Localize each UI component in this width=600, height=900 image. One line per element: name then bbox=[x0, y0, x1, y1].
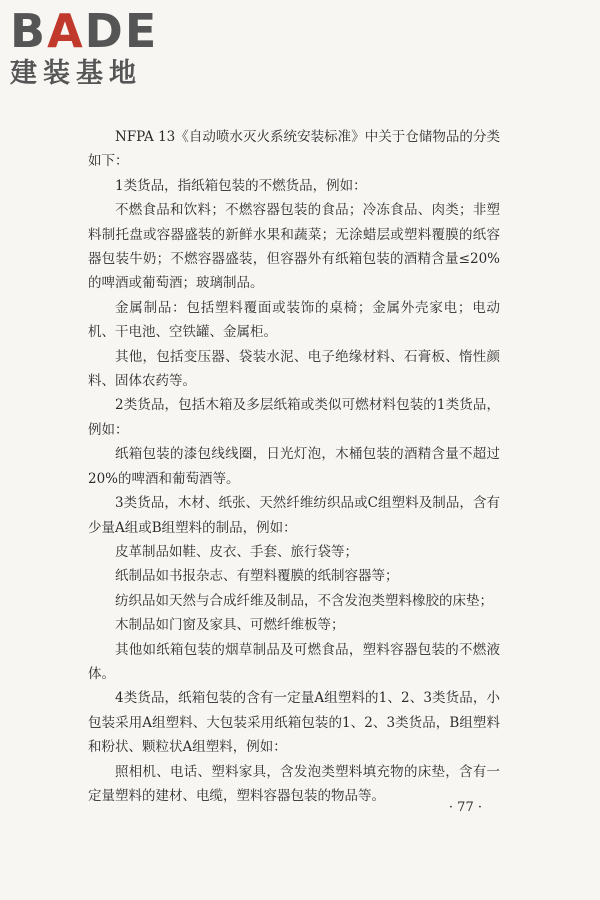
logo-letter: B bbox=[10, 4, 48, 58]
paragraph: 3类货品，木材、纸张、天然纤维纺织品或C组塑料及制品，含有少量A组或B组塑料的制品，例如： bbox=[88, 495, 500, 536]
paragraph: 2类货品，包括木箱及多层纸箱或类似可燃材料包装的1类货品，例如： bbox=[88, 397, 500, 438]
watermark-logo bbox=[10, 4, 180, 90]
watermark-subtitle: 建装基地 bbox=[10, 58, 142, 89]
paragraph: 纸制品如书报杂志、有塑料覆膜的纸制容器等； bbox=[115, 568, 399, 585]
page-body bbox=[88, 125, 500, 808]
paragraph: 4类货品，纸箱包装的含有一定量A组塑料的1、2、3类货品，小包装采用A组塑料、大包装采用纸箱包装的1、2、3类货品，B组塑料和粉状、颗粒状A组塑料，例如： bbox=[88, 690, 500, 756]
paragraph: 1类货品，指纸箱包装的不燃货品，例如： bbox=[115, 177, 367, 194]
paragraph: 其他，包括变压器、袋装水泥、电子绝缘材料、石膏板、惰性颜料、固体农药等。 bbox=[88, 348, 500, 390]
paragraph: 纸箱包装的漆包线线圈，日光灯泡，木桶包装的酒精含量不超过20%的啤酒和葡萄酒等。 bbox=[88, 446, 500, 487]
paragraph: 纺织品如天然与合成纤维及制品，不含发泡类塑料橡胶的床垫； bbox=[115, 592, 493, 609]
paragraph: NFPA 13《自动喷水灭火系统安装标准》中关于仓储物品的分类如下： bbox=[88, 129, 500, 170]
paragraph: 其他如纸箱包装的烟草制品及可燃食品，塑料容器包装的不燃液体。 bbox=[88, 641, 500, 682]
paragraph: 皮革制品如鞋、皮衣、手套、旅行袋等； bbox=[115, 543, 358, 560]
paragraph: 照相机、电话、塑料家具，含发泡类塑料填充物的床垫，含有一定量塑料的建材、电缆，塑料容器包装的物品等。 bbox=[88, 763, 500, 804]
paragraph: 金属制品：包括塑料覆面或装饰的桌椅；金属外壳家电；电动机、干电池、空铁罐、金属柜。 bbox=[88, 299, 500, 341]
paragraph: 不燃食品和饮料；不燃容器包装的食品；冷冻食品、肉类；非塑料制托盘或容器盛装的新鲜水果和蔬菜；无涂蜡层或塑料覆膜的纸容器包装牛奶；不燃容器盛装，但容器外有纸箱包装的酒精含量≤20%的啤酒或葡萄酒；玻璃制品。 bbox=[88, 202, 500, 292]
page-number: · 77 · bbox=[448, 800, 482, 815]
logo-letters: DE bbox=[84, 4, 159, 58]
logo-letter-accent: A bbox=[47, 4, 85, 58]
watermark-logo-text bbox=[10, 4, 180, 58]
paragraph: 木制品如门窗及家具、可燃纤维板等； bbox=[115, 617, 345, 634]
